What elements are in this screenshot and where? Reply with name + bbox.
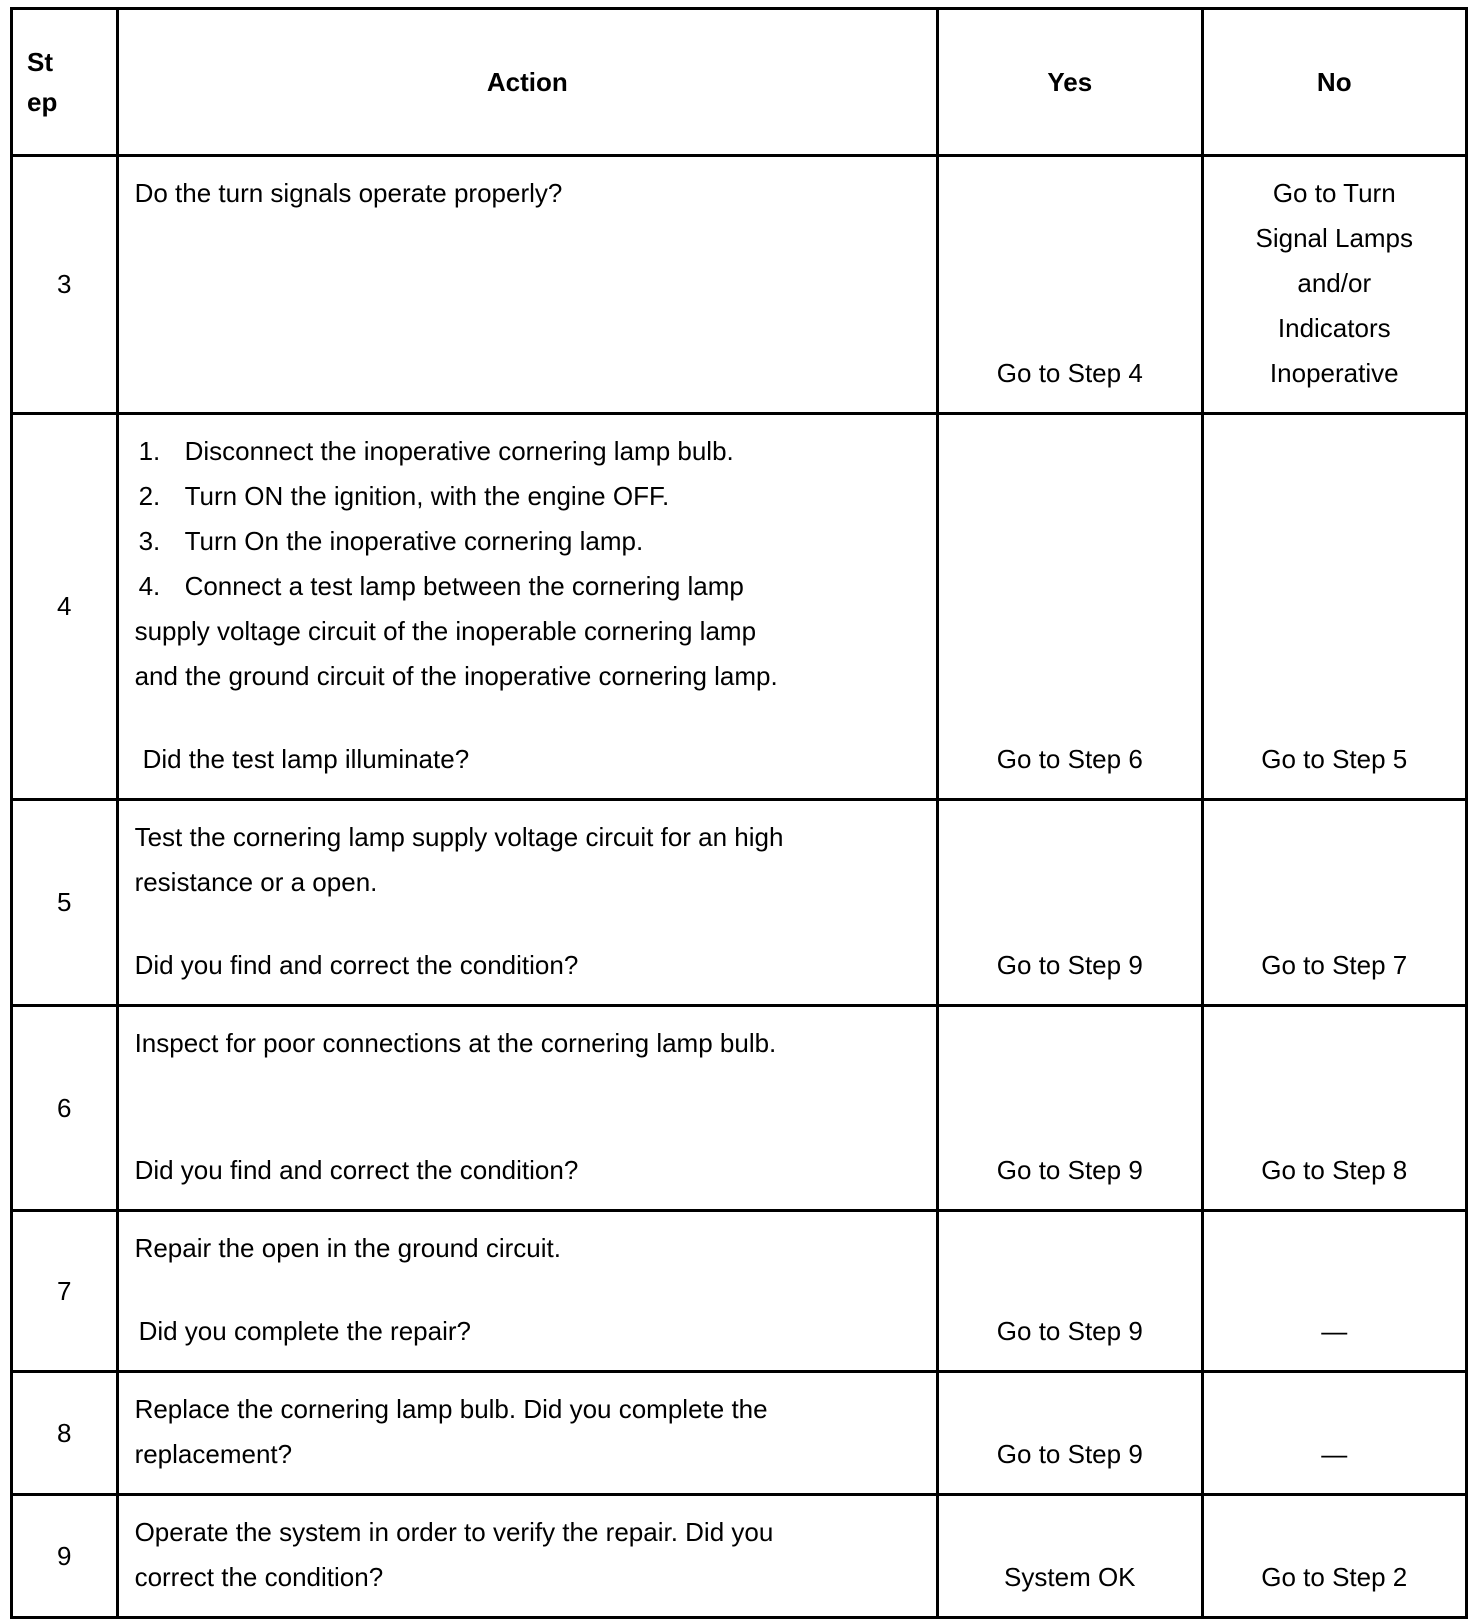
diagnostic-table [10,7,1468,1619]
question-text: Did you find and correct the condition? [134,1155,579,1185]
action-cell: Inspect for poor connections at the cornering lamp bulb. Did you find and correct the condition? [117,1006,938,1211]
action-cell: Operate the system in order to verify the repair. Did you correct the condition? [117,1495,938,1618]
question-text: Did you find and correct the condition? [134,950,579,980]
question-text: Did you complete the repair? [138,1316,471,1346]
action-cell: Test the cornering lamp supply voltage circuit for an high resistance or a open. Did you find and correct the condition? [117,800,938,1006]
step-number: 4 [12,414,118,800]
action-text: Do the turn signals operate properly? [134,178,563,208]
no-cell: Go to Step 5 [1202,414,1466,800]
step-number: 6 [12,1006,118,1211]
table-row [12,156,1467,414]
step-number: 9 [12,1495,118,1618]
step-number: 8 [12,1372,118,1495]
yes-cell: Go to Step 9 [938,1372,1202,1495]
no-cell: Go to Step 7 [1202,800,1466,1006]
yes-cell: Go to Step 4 [938,156,1202,414]
header-row [12,9,1467,156]
list-item: 2. Turn ON the ignition, with the engine OFF. [138,481,670,511]
table-row [12,1372,1467,1495]
no-cell: — [1202,1372,1466,1495]
action-cell: Repair the open in the ground circuit. Did you complete the repair? [117,1211,938,1372]
list-item: 3. Turn On the inoperative cornering lamp. [138,526,644,556]
header-yes: Yes [938,9,1202,156]
yes-cell: Go to Step 9 [938,1211,1202,1372]
no-cell: — [1202,1211,1466,1372]
yes-cell: Go to Step 6 [938,414,1202,800]
table-row [12,1211,1467,1372]
yes-cell: System OK [938,1495,1202,1618]
no-cell: Go to Turn Signal Lamps and/or Indicators Inoperative [1202,156,1466,414]
table-row [12,1006,1467,1211]
action-cell: Replace the cornering lamp bulb. Did you complete the replacement? [117,1372,938,1495]
header-action: Action [117,9,938,156]
table-row [12,1495,1467,1618]
table-row [12,414,1467,800]
header-no: No [1202,9,1466,156]
question-text: Did the test lamp illuminate? [142,744,470,774]
list-item: 4. Connect a test lamp between the cornering lamp [138,571,744,601]
step-number: 7 [12,1211,118,1372]
table-row [12,800,1467,1006]
header-step: St ep [12,9,118,156]
no-cell: Go to Step 8 [1202,1006,1466,1211]
action-cell [117,156,938,414]
list-item: 1. Disconnect the inoperative cornering lamp bulb. [138,436,734,466]
step-number: 3 [12,156,118,414]
yes-cell: Go to Step 9 [938,1006,1202,1211]
no-cell: Go to Step 2 [1202,1495,1466,1618]
action-cell: 1. Disconnect the inoperative cornering lamp bulb. 2. Turn ON the ignition, with the engine OFF. 3. Turn On the inoperative cornering lamp. 4. Connect a test lamp between the cornering lamp supply voltage circuit of the inoperable cornering lamp and the ground circuit of the inoperative cornering lamp. Did the test lamp illuminate? [117,414,938,800]
yes-cell: Go to Step 9 [938,800,1202,1006]
step-number: 5 [12,800,118,1006]
